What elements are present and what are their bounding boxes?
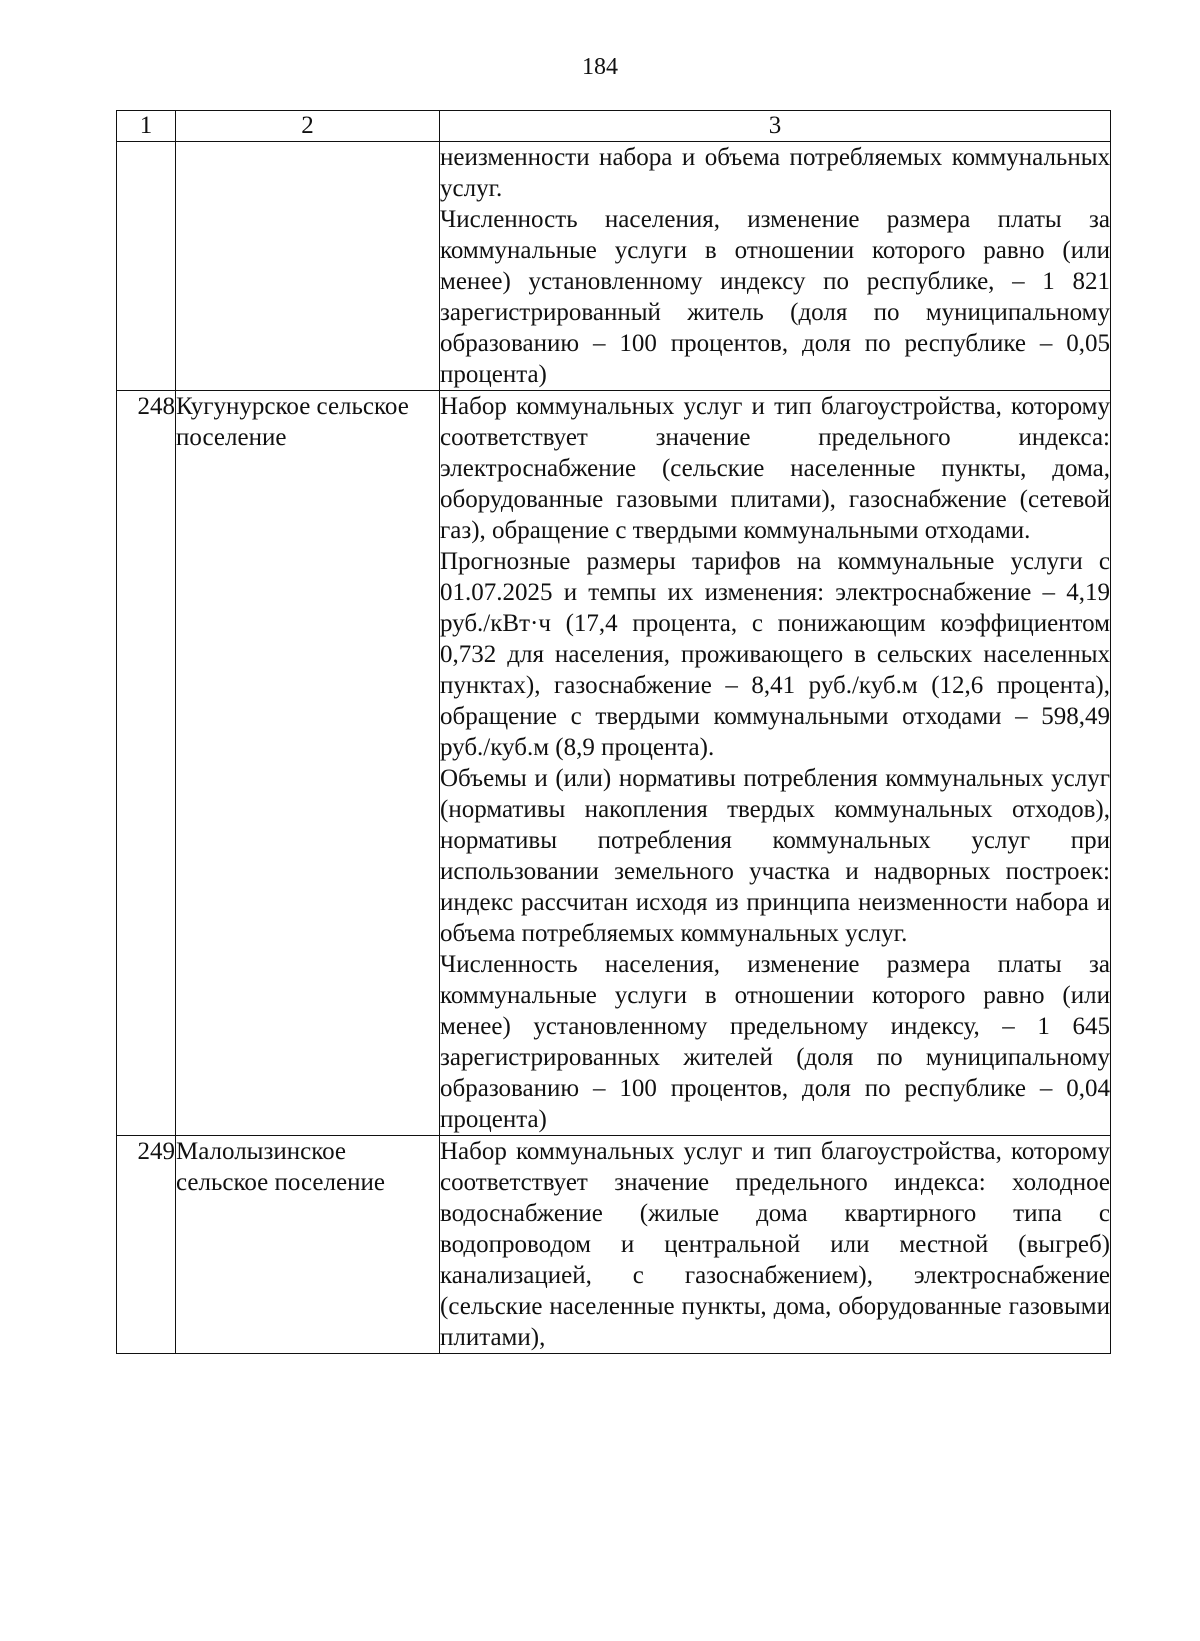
description-paragraph: Набор коммунальных услуг и тип благоустройства, которому соответствует значение предельного индекса: холодное водоснабжение (жилые дома квартирного типа с водопроводом и центральной или местной (выгреб) канализацией, с газоснабжением), электроснабжение (сельские населенные пункты, дома, оборудованные газовыми плитами), [440,1138,1110,1351]
row-number [117,142,176,391]
column-header-name: 2 [176,111,440,142]
table-row [117,1136,1111,1354]
column-header-number: 1 [117,111,176,142]
table-row [117,142,1111,391]
table-row [117,391,1111,1136]
municipality-name: Кугунурское сельское поселение [176,391,440,1136]
municipal-index-table [116,110,1111,1354]
table-header-row [117,111,1111,142]
description-paragraph: Численность населения, изменение размера платы за коммунальные услуги в отношении которого равно (или менее) установленному предельному индексу, – 1 645 зарегистрированных жителей (доля по муниципальному образованию – 100 процентов, доля по республике – 0,04 процента) [440,951,1110,1133]
column-header-description: 3 [440,111,1111,142]
page-number: 184 [582,54,618,80]
municipality-name [176,142,440,391]
row-description [440,391,1111,1136]
row-description [440,142,1111,391]
description-paragraph: Набор коммунальных услуг и тип благоустройства, которому соответствует значение предельного индекса: электроснабжение (сельские населенные пункты, дома, оборудованные газовыми плитами), газоснабжение (сетевой газ), обращение с твердыми коммунальными отходами. [440,393,1110,544]
description-paragraph: Численность населения, изменение размера платы за коммунальные услуги в отношении которого равно (или менее) установленному индексу по республике, – 1 821 зарегистрированный житель (доля по муниципальному образованию – 100 процентов, доля по республике – 0,05 процента) [440,206,1110,388]
row-description [440,1136,1111,1354]
row-number: 248 [117,391,176,1136]
municipality-name: Малолызинское сельское поселение [176,1136,440,1354]
description-paragraph: Объемы и (или) нормативы потребления коммунальных услуг (нормативы накопления твердых коммунальных отходов), нормативы потребления коммунальных услуг при использовании земельного участка и надворных построек: индекс рассчитан исходя из принципа неизменности набора и объема потребляемых коммунальных услуг. [440,765,1110,947]
description-paragraph: Прогнозные размеры тарифов на коммунальные услуги с 01.07.2025 и темпы их изменения: электроснабжение – 4,19 руб./кВт·ч (17,4 процента, с понижающим коэффициентом 0,732 для населения, проживающего в сельских населенных пунктах), газоснабжение – 8,41 руб./куб.м (12,6 процента), обращение с твердыми коммунальными отходами – 598,49 руб./куб.м (8,9 процента). [440,548,1110,761]
row-number: 249 [117,1136,176,1354]
description-paragraph: неизменности набора и объема потребляемых коммунальных услуг. [440,144,1110,202]
